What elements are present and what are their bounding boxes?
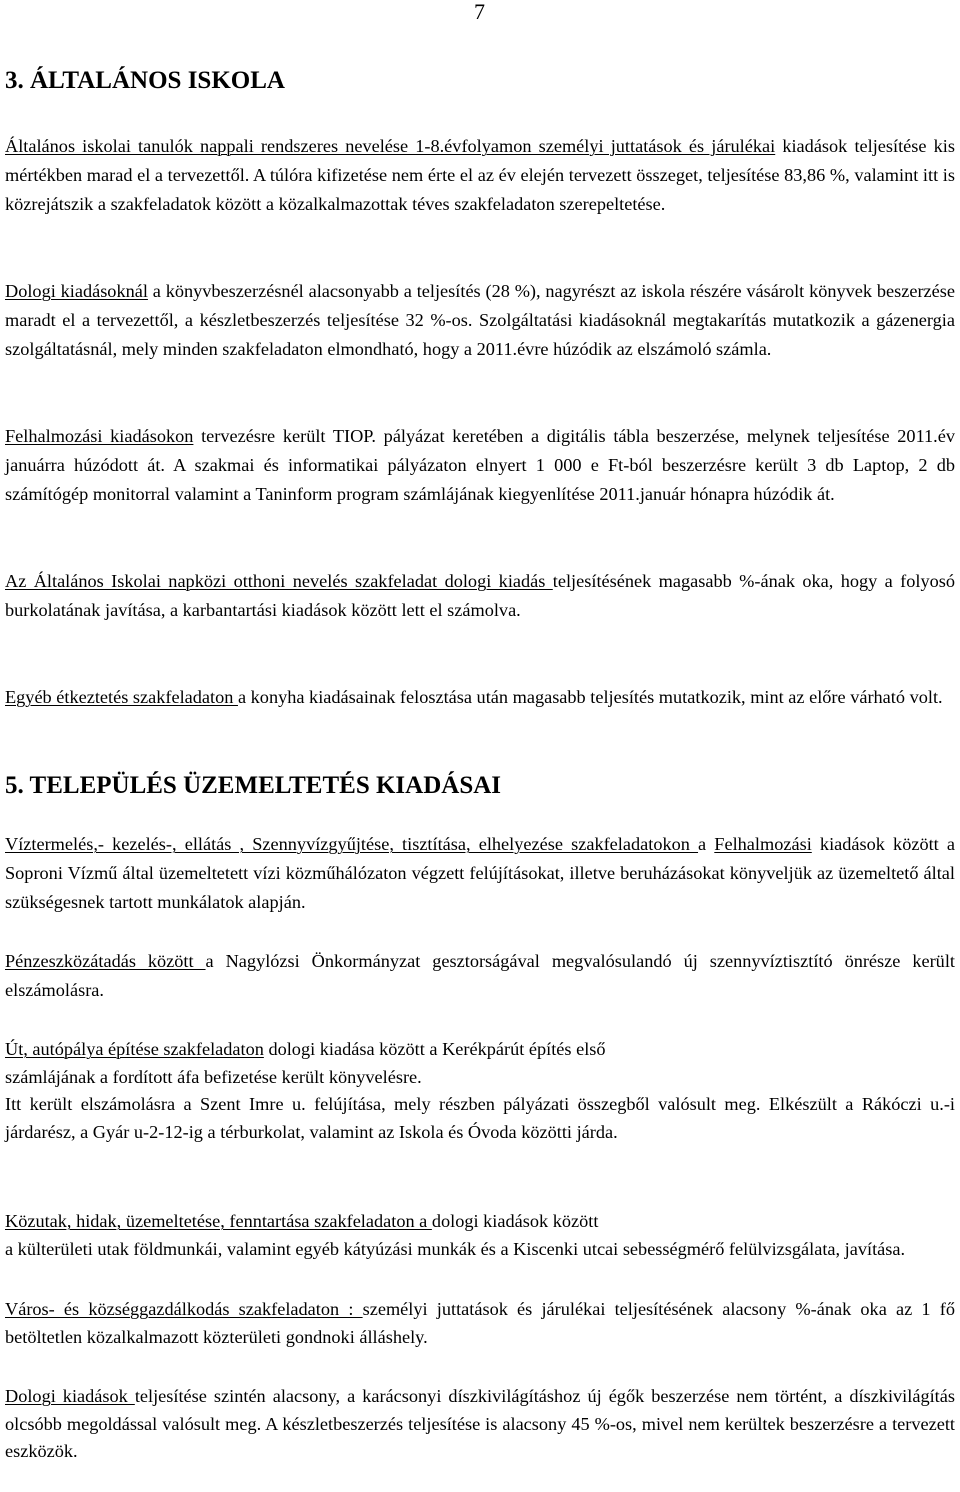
paragraph-text: dologi kiadása között a Kerékpárút építés első (263, 1039, 606, 1059)
underlined-phrase: Egyéb étkeztetés szakfeladaton (5, 687, 238, 707)
paragraph-varos-kozseggazdalkodas (5, 1296, 955, 1351)
underlined-phrase: Felhalmozási kiadásokon (5, 426, 194, 446)
page-number: 7 (474, 0, 485, 24)
section-title-altalanos-iskola: 3. ÁLTALÁNOS ISKOLA (5, 67, 285, 94)
paragraph-ut-autopalya (5, 1036, 955, 1146)
paragraph-line: számlájának a fordított áfa befizetése került könyvelésre. (5, 1066, 422, 1087)
paragraph-text: a konyha kiadásainak felosztása után magasabb teljesítés mutatkozik, mint az előre várható volt. (237, 687, 943, 707)
paragraph-text: kiadások között a Soproni Vízmű által üzemeltetett vízi közműhálózaton végzett felújításokat, illetve beruházásokat könyveljük az üzemeltető által szükségesnek tartott munkálatok alapján. (5, 834, 955, 913)
paragraph-text: teljesítésének magasabb %-ának oka, hogy a folyosó burkolatának javítása, a karbantartási kiadások között lett el számolva. (5, 571, 956, 621)
paragraph-text: tervezésre került TIOP. pályázat keretében a digitális tábla beszerzése, melynek teljesítése 2011.év januárra húzódott át. A szakmai és informatikai pályázaton elnyert 1 000 e Ft-ból beszerzésre került 3 db Laptop, 2 db számítógép monitorral valamint a Taninform program számlájának kiegyenlítése 2011.január hónapra húzódik át. (5, 426, 956, 505)
underlined-phrase: Út, autópálya építése szakfeladaton (5, 1039, 264, 1059)
paragraph-text: a (698, 834, 715, 854)
underlined-phrase: Város- és községgazdálkodás szakfeladaton : (5, 1299, 363, 1319)
paragraph-text: Itt került elszámolásra a Szent Imre u. felújítása, mely részben pályázati összegből valósult meg. Elkészült a Rákóczi u.-i járdarész, a Gyár u-2-12-ig a térburkolat, valamint az Iskola és Óvoda közötti járda. (5, 1094, 955, 1142)
underlined-phrase: Közutak, hidak, üzemeltetése, fenntartása szakfeladaton a (5, 1211, 432, 1231)
paragraph-text: kiadások teljesítése kis mértékben marad el a tervezettől. A túlóra kifizetése nem érte el az év elején tervezett összeget, teljesítése 83,86 %, valamint itt is közrejátszik a szakfeladatok között a közalkalmazottak téves szakfeladaton szerepeltetése. (5, 136, 955, 215)
paragraph-penzeszkozatadas (5, 947, 955, 1005)
paragraph-line (5, 1036, 955, 1064)
paragraph-egyeb-etkeztetes (5, 683, 955, 712)
paragraph-dologi-kiadasok (5, 277, 955, 365)
paragraph-text: személyi juttatások és járulékai teljesítésének alacsony %-ának oka az 1 fő betöltetlen közalkalmazott közterületi gondnoki álláshely. (5, 1299, 955, 1347)
underlined-phrase: Dologi kiadásoknál (5, 281, 148, 301)
paragraph-text: a könyvbeszerzésnél alacsonyabb a teljesítés (28 %), nagyrészt az iskola részére vásárolt könyvek beszerzése maradt el a tervezettől, a készletbeszerzés teljesítése 32 %-os. Szolgáltatási kiadásoknál megtakarítás mutatkozik a gázenergia szolgáltatásnál, mely minden szakfeladaton elmondható, hogy a 2011.évre húzódik az elszámoló számla. (5, 281, 956, 360)
paragraph-kozutak-hidak (5, 1208, 955, 1263)
paragraph-text: teljesítése szintén alacsony, a karácsonyi díszkivilágításhoz új égők beszerzése nem történt, a díszkivilágítás olcsóbb megoldással valósult meg. A készletbeszerzés teljesítése is alacsony 45 %-os, mivel nem kerültek beszerzésre a tervezett eszközök. (5, 1386, 955, 1461)
underlined-phrase: Dologi kiadások (5, 1386, 135, 1406)
paragraph-line (5, 1208, 955, 1236)
underlined-phrase: Általános iskolai tanulók nappali rendszeres nevelése 1-8.évfolyamon személyi juttatások és járulékai (5, 136, 776, 156)
underlined-phrase: Víztermelés,- kezelés-, ellátás , Szennyvízgyűjtése, tisztítása, elhelyezése szakfeladatokon (5, 834, 699, 854)
underlined-phrase: Pénzeszközátadás között (5, 951, 206, 971)
paragraph-felhalmozasi-kiadasok (5, 422, 955, 510)
paragraph-iskola-szemelyi-juttatasok (5, 132, 955, 220)
paragraph-text: dologi kiadások között (431, 1211, 599, 1231)
paragraph-text: a Nagylózsi Önkormányzat gesztorságával megvalósulandó új szennyvíztisztító önrésze került elszámolásra. (5, 951, 955, 1001)
paragraph-text: a külterületi utak földmunkái, valamint egyéb kátyúzási munkák és a Kiscenki utcai sebességmérő felülvizsgálata, javítása. (5, 1238, 906, 1259)
paragraph-viztermeles (5, 830, 955, 918)
underlined-phrase: Az Általános Iskolai napközi otthoni nevelés szakfeladat dologi kiadás (5, 571, 553, 591)
paragraph-napkozi-otthoni-neveles (5, 567, 955, 625)
paragraph-dologi-kiadasok-diszkivilagitas (5, 1383, 955, 1466)
section-title-telepules-uzemeltetes: 5. TELEPÜLÉS ÜZEMELTETÉS KIADÁSAI (5, 772, 502, 799)
underlined-phrase: Felhalmozási (714, 834, 812, 854)
